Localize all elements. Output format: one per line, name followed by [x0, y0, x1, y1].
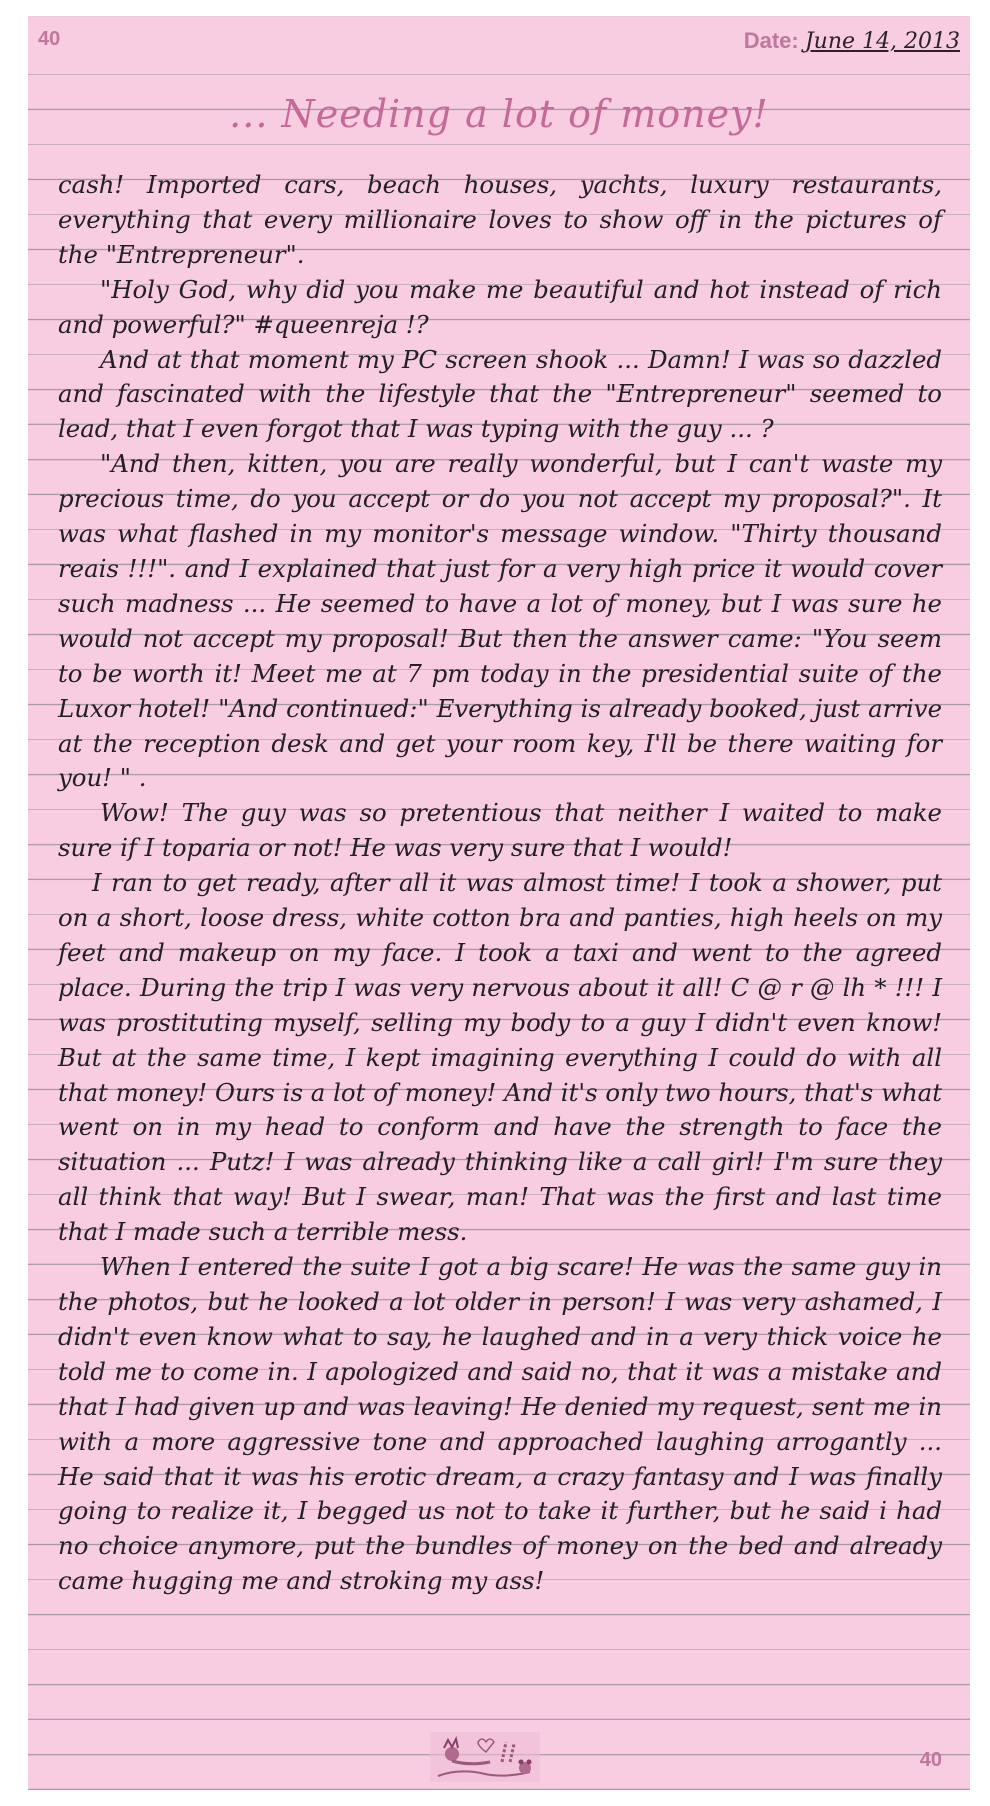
date-label: Date:	[743, 28, 799, 53]
paragraph: I ran to get ready, after all it was almost time! I took a shower, put on a short, loose dress, white cotton bra and panties, high heels on my feet and makeup on my face. I took a taxi and went to the agreed place. During the trip I was very nervous about it all! C @ r @ lh * !!! I was prostituting myself, selling my body to a guy I didn't even know! But at the same time, I kept imagining everything I could do with all that money! Ours is a lot of money! And it's only two hours, that's what went on in my head to conform and have the strength to face the situation ... Putz! I was already thinking like a call girl! I'm sure they all think that way! But I swear, man! That was the first and last time that I made such a terrible mess.	[58, 868, 942, 1247]
notebook-page	[28, 16, 970, 1790]
diary-text	[58, 168, 942, 1599]
girl-reading-illustration	[430, 1732, 540, 1782]
page-number-top: 40	[38, 28, 61, 50]
paragraph: When I entered the suite I got a big scare! He was the same guy in the photos, but he looked a lot older in person! I was very ashamed, I didn't even know what to say, he laughed and in a very thick voice he told me to come in. I apologized and said no, that it was a mistake and that I had given up and was leaving! He denied my request, sent me in with a more aggressive tone and approached laughing arrogantly ... He said that it was his erotic dream, a crazy fantasy and I was finally going to realize it, I begged us not to take it further, but he said i had no choice anymore, put the bundles of money on the bed and already came hugging me and stroking my ass!	[58, 1252, 942, 1596]
paragraph: Wow! The guy was so pretentious that neither I waited to make sure if I toparia or not! He was very sure that I would!	[58, 798, 942, 863]
page-title: ... Needing a lot of money!	[229, 92, 769, 136]
page-number-bottom: 40	[919, 1749, 942, 1771]
date-field	[744, 28, 960, 54]
paragraph: And at that moment my PC screen shook ... Damn! I was so dazzled and fascinated with the lifestyle that the "Entrepreneur" seemed to lead, that I even forgot that I was typing with the guy ... ?	[58, 344, 942, 444]
paragraph: cash! Imported cars, beach houses, yachts, luxury restaurants, everything that every millionaire loves to show off in the pictures of the "Entrepreneur".	[58, 170, 942, 269]
paragraph: "And then, kitten, you are really wonderful, but I can't waste my precious time, do you accept or do you not accept my proposal?". It was what flashed in my monitor's message window. "Thirty thousand reais !!!". and I explained that just for a very high price it would cover such madness ... He seemed to have a lot of money, but I was sure he would not accept my proposal! But then the answer came: "You seem to be worth it! Meet me at 7 pm today in the presidential suite of the Luxor hotel! "And continued:" Everything is already booked, just arrive at the reception desk and get your room key, I'll be there waiting for you! " .	[58, 449, 942, 793]
date-value: June 14, 2013	[804, 29, 960, 54]
paragraph: "Holy God, why did you make me beautiful and hot instead of rich and powerful?" #queenreja !?	[58, 274, 942, 339]
